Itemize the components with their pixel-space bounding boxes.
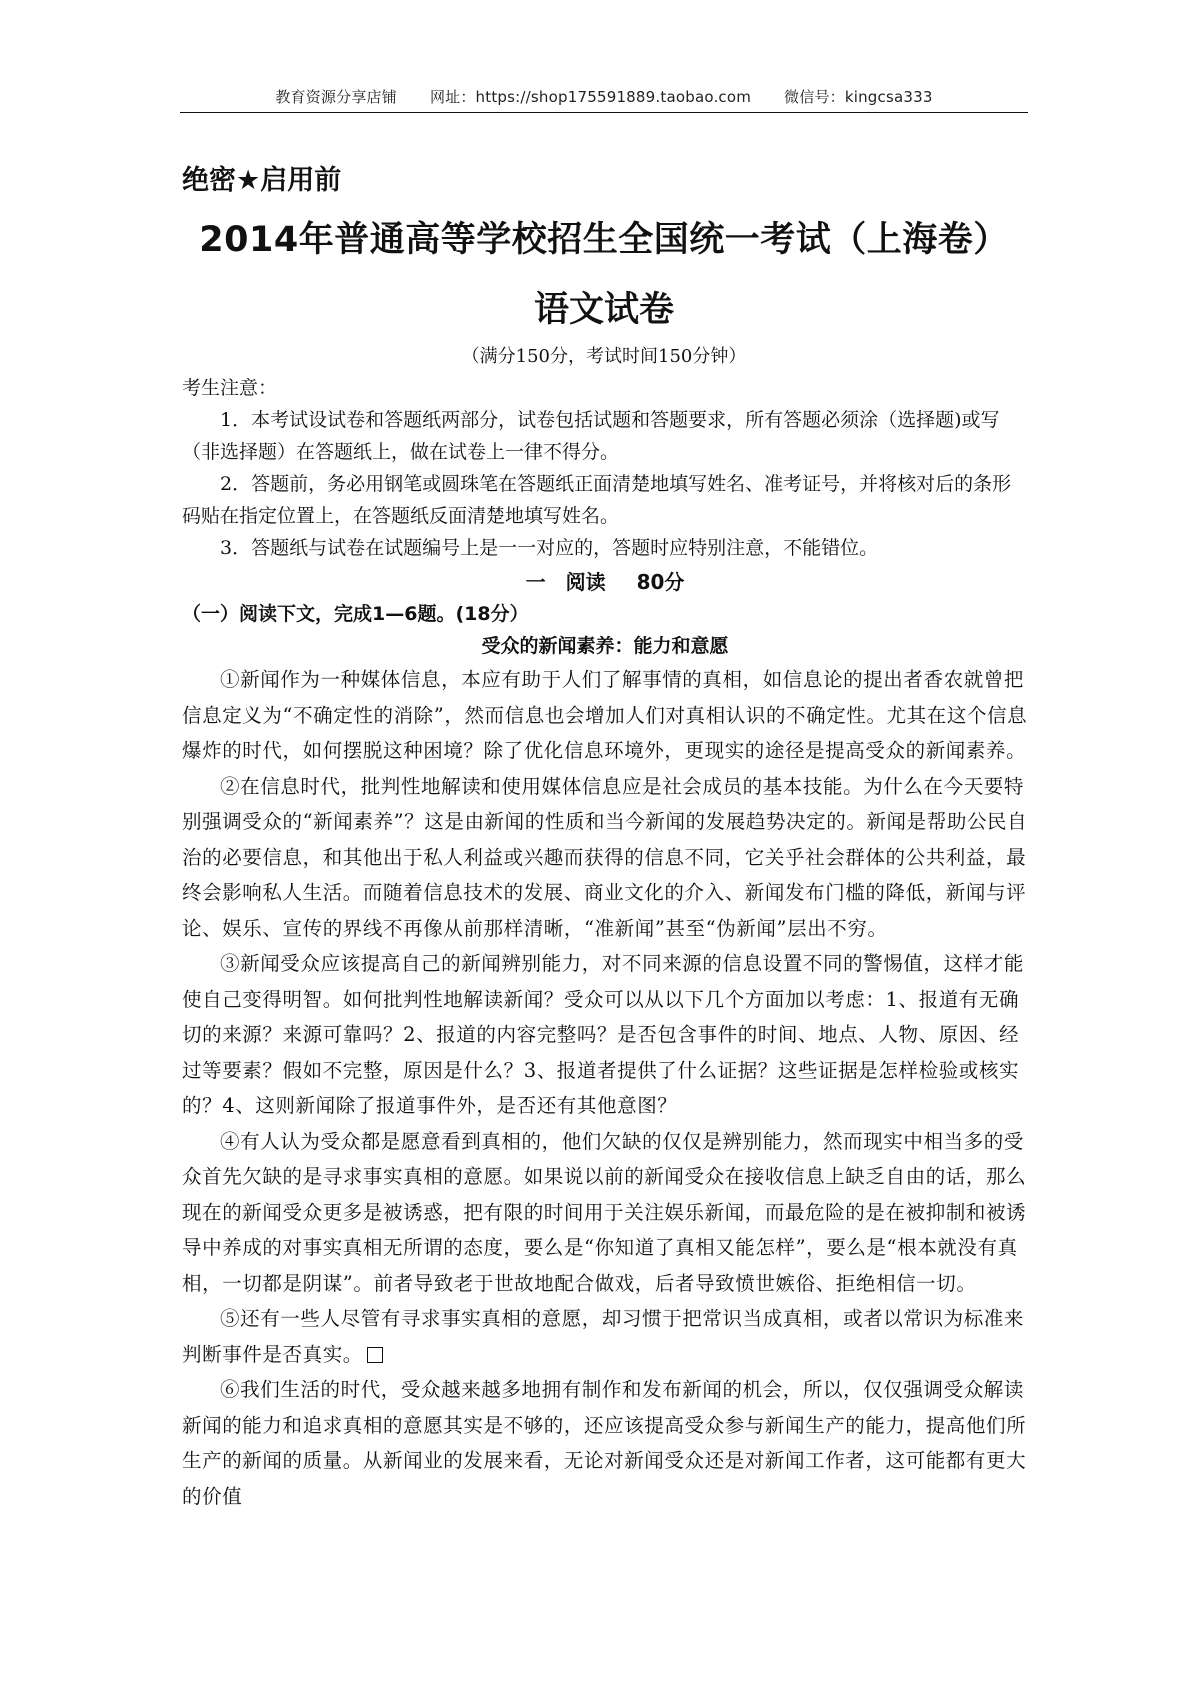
exam-subtitle: 语文试卷 <box>533 290 674 330</box>
article-paragraph: ②在信息时代，批判性地解读和使用媒体信息应是社会成员的基本技能。为什么在今天要特别强调受众的“新闻素养”？这是由新闻的性质和当今新闻的发展趋势决定的。新闻是帮助公民自治的必要信息，和其他出于私人利益或兴趣而获得的信息不同，它关乎社会群体的公共利益，最终会影响私人生活。而随着信息技术的发展、商业文化的介入、新闻发布门槛的降低，新闻与评论、娱乐、宣传的界线不再像从前那样清晰，“准新闻”甚至“伪新闻”层出不穷。 <box>182 774 1028 940</box>
page-header <box>180 86 1028 112</box>
header-wechat-id: 微信号：kingcsa333 <box>784 88 933 106</box>
article-paragraph-with-blank <box>182 1301 1028 1372</box>
article-paragraph: ①新闻作为一种媒体信息，本应有助于人们了解事情的真相，如信息论的提出者香农就曾把信息定义为“不确定性的消除”，然而信息也会增加人们对真相认识的不确定性。尤其在这个信息爆炸的时代，如何摆脱这种困境？除了优化信息环境外，更现实的途径是提高受众的新闻素养。 <box>182 668 1028 762</box>
article-paragraph: ⑥我们生活的时代，受众越来越多地拥有制作和发布新闻的机会，所以，仅仅强调受众解读新闻的能力和追求真相的意愿其实是不够的，还应该提高受众参与新闻生产的能力，提高他们所生产的新闻的质量。从新闻业的发展来看，无论对新闻受众还是对新闻工作者，这可能都有更大的价值 <box>182 1378 1027 1508</box>
header-shop-url: 网址：https://shop175591889.taobao.com <box>429 88 752 106</box>
answer-blank-box <box>367 1347 383 1363</box>
section-label: 一 阅读 <box>525 570 606 594</box>
article-paragraph: ④有人认为受众都是愿意看到真相的，他们欠缺的仅仅是辨别能力，然而现实中相当多的受众首先欠缺的是寻求事实真相的意愿。如果说以前的新闻受众在接收信息上缺乏自由的话，那么现在的新闻受众更多是被诱惑，把有限的时间用于关注娱乐新闻，而最危险的是在被抑制和被诱导中养成的对事实真相无所谓的态度，要么是“你知道了真相又能怎样”，要么是“根本就没有真相，一切都是阴谋”。前者导致老于世故地配合做戏，后者导致愤世嫉俗、拒绝相信一切。 <box>182 1129 1027 1295</box>
article-paragraph: ③新闻受众应该提高自己的新闻辨别能力，对不同来源的信息设置不同的警惕值，这样才能使自己变得明智。如何批判性地解读新闻？受众可以从以下几个方面加以考虑：1、报道有无确切的来源？来源可靠吗？2、报道的内容完整吗？是否包含事件的时间、地点、人物、原因、经过等要素？假如不完整，原因是什么？3、报道者提供了什么证据？这些证据是怎样检验或核实的？4、这则新闻除了报道事件外，是否还有其他意图？ <box>182 952 1025 1117</box>
header-divider <box>180 112 1028 113</box>
notice-item: 3．答题纸与试卷在试题编号上是一一对应的，答题时应特别注意，不能错位。 <box>220 537 879 559</box>
notice-item: 2．答题前，务必用钢笔或圆珠笔在答题纸正面清楚地填写姓名、准考证号，并将核对后的条形码贴在指定位置上，在答题纸反面清楚地填写姓名。 <box>182 473 1012 527</box>
part-instruction: （一）阅读下文，完成1—6题。(18分） <box>182 603 529 625</box>
section-points: 80分 <box>636 570 685 594</box>
notice-heading: 考生注意： <box>182 377 278 399</box>
notice-item: 1．本考试设试卷和答题纸两部分，试卷包括试题和答题要求，所有答题必须涂（选择题)或写（非选择题）在答题纸上，做在试卷上一律不得分。 <box>182 409 1000 463</box>
confidential-label: 绝密★启用前 <box>182 165 342 196</box>
section-heading <box>182 566 1028 598</box>
article-paragraph-text: ⑤还有一些人尽管有寻求事实真相的意愿，却习惯于把常识当成真相，或者以常识为标准来判断事件是否真实。 <box>182 1307 1025 1366</box>
header-shop-name: 教育资源分享店铺 <box>275 88 397 106</box>
exam-body <box>182 372 1028 1514</box>
score-and-time-note: （满分150分，考试时间150分钟） <box>461 346 747 367</box>
exam-title: 2014年普通高等学校招生全国统一考试（上海卷） <box>199 220 1009 260</box>
article-title: 受众的新闻素养：能力和意愿 <box>481 635 729 657</box>
